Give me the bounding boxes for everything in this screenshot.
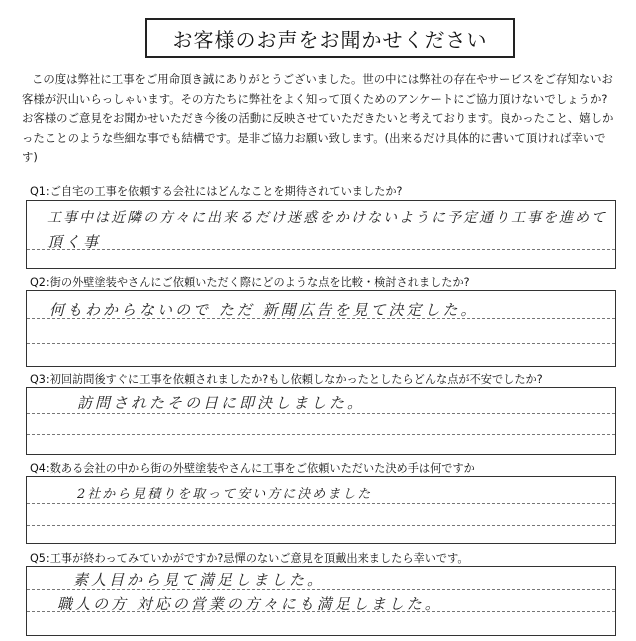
question-1-label: Q1:ご自宅の工事を依頼する会社にはどんなことを期待されていましたか? (30, 185, 403, 198)
answer-rule (27, 503, 615, 504)
question-5-label: Q5:工事が終わってみていかがですか?忌憚のないご意見を頂戴出来ましたら幸いです。 (30, 552, 469, 565)
answer-2-box (26, 290, 616, 367)
question-3-label: Q3:初回訪問後すぐに工事を依頼されましたか?もし依頼しなかったとしたらどんな点が不安でしたか? (30, 373, 543, 386)
answer-1-box (26, 200, 616, 269)
answer-5-line-1: 素人目から見て満足しました。 (73, 571, 326, 589)
answer-2-line-1: 何もわからないので ただ 新聞広告を見て決定した。 (49, 301, 479, 319)
question-4-label: Q4:数ある会社の中から街の外壁塗装やさんに工事をご依頼いただいた決め手は何ですか (30, 462, 475, 475)
answer-rule (27, 413, 615, 414)
answer-rule (27, 525, 615, 526)
answer-1-line-2: 頂く事 (47, 233, 102, 251)
answer-4-box (26, 476, 616, 544)
answer-3-line-1: 訪問されたその日に即決しました。 (77, 394, 366, 412)
answer-3-box (26, 387, 616, 455)
intro-paragraph: この度は弊社に工事をご用命頂き誠にありがとうございました。世の中には弊社の存在やサービスをご存知ないお客様が沢山いらっしゃいます。その方たちに弊社をよく知って頂くためのアンケートにご協力頂けないでしょうか?お客様のご意見をお聞かせいただき今後の活動に反映させていただきたいと考えております。良かったこと、嬉しかったことのような些細な事でも結構です。是非ご協力お願い致します。(出来るだけ具体的に書いて頂ければ幸いです) (22, 72, 614, 164)
answer-rule (27, 434, 615, 435)
answer-5-box (26, 566, 616, 636)
answer-5-line-2: 職人の方 対応の営業の方々にも満足しました。 (57, 595, 443, 613)
answer-1-line-1: 工事中は近隣の方々に出来るだけ迷惑をかけないように予定通り工事を進めて (47, 210, 607, 226)
question-2-label: Q2:街の外壁塗装やさんにご依頼いただく際にどのような点を比較・検討されましたか? (30, 276, 470, 289)
answer-rule (27, 249, 615, 250)
answer-4-line-1: 2社から見積りを取って安い方に決めました (77, 487, 373, 502)
page-title: お客様のお声をお聞かせください (145, 18, 515, 58)
answer-rule (27, 343, 615, 344)
